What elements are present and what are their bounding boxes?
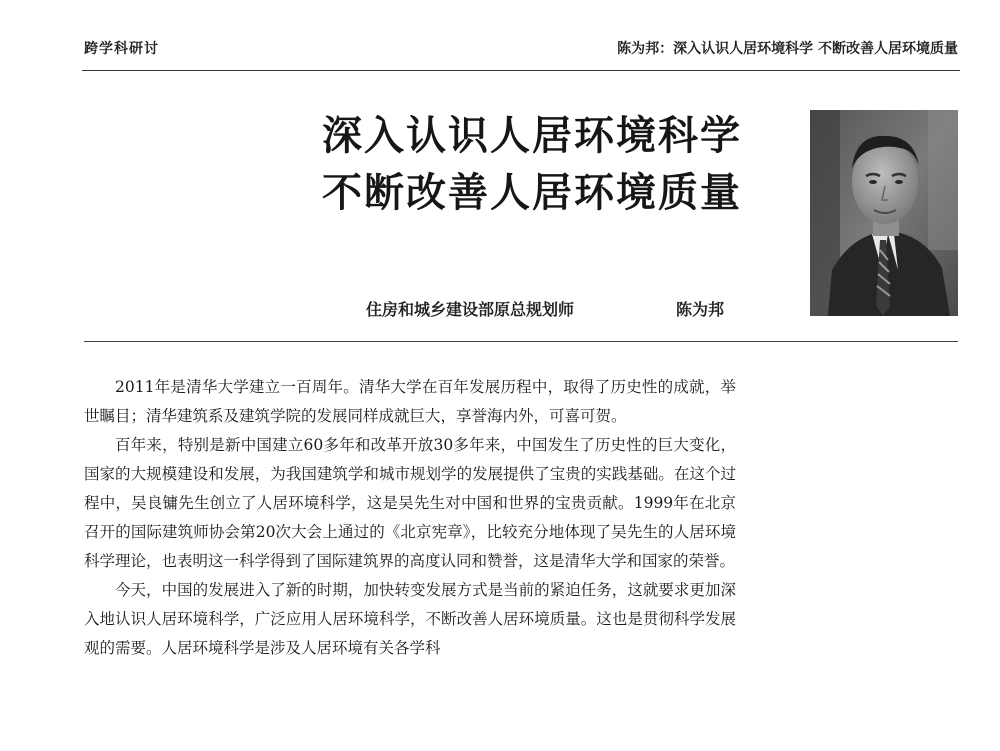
- author-name: 陈为邦: [676, 300, 725, 319]
- article-title: [232, 108, 742, 222]
- paragraph-2: 百年来，特别是新中国建立60多年和改革开放30多年来，中国发生了历史性的巨大变化，国家的大规模建设和发展，为我国建筑学和城市规划学的发展提供了宝贵的实践基础。在这个过程中，吴良镛先生创立了人居环境科学，这是吴先生对中国和世界的宝贵贡献。1999年在北京召开的国际建筑师协会第20次大会上通过的《北京宪章》，比较充分地体现了吴先生的人居环境科学理论，也表明这一科学得到了国际建筑界的高度认同和赞誉，这是清华大学和国家的荣誉。: [84, 436, 736, 570]
- author-portrait-photo: [810, 110, 958, 316]
- article-title-line-2: 不断改善人居环境质量: [322, 170, 742, 216]
- journal-section-label: 跨学科研讨: [84, 41, 159, 57]
- header-divider: [82, 70, 960, 71]
- author-affiliation: 住房和城乡建设部原总规划师: [366, 300, 575, 319]
- running-title: 陈为邦：深入认识人居环境科学 不断改善人居环境质量: [617, 41, 958, 57]
- article-title-line-1: 深入认识人居环境科学: [322, 113, 742, 159]
- title-divider: [84, 341, 958, 342]
- paragraph-3: 今天，中国的发展进入了新的时期，加快转变发展方式是当前的紧迫任务，这就要求更加深入地认识人居环境科学，广泛应用人居环境科学，不断改善人居环境质量。这也是贯彻科学发展观的需要。人居环境科学是涉及人居环境有关各学科: [84, 581, 736, 657]
- article-body: [84, 373, 736, 663]
- paragraph-1: 2011年是清华大学建立一百周年。清华大学在百年发展历程中，取得了历史性的成就，举世瞩目；清华建筑系及建筑学院的发展同样成就巨大，享誉海内外，可喜可贺。: [84, 378, 736, 425]
